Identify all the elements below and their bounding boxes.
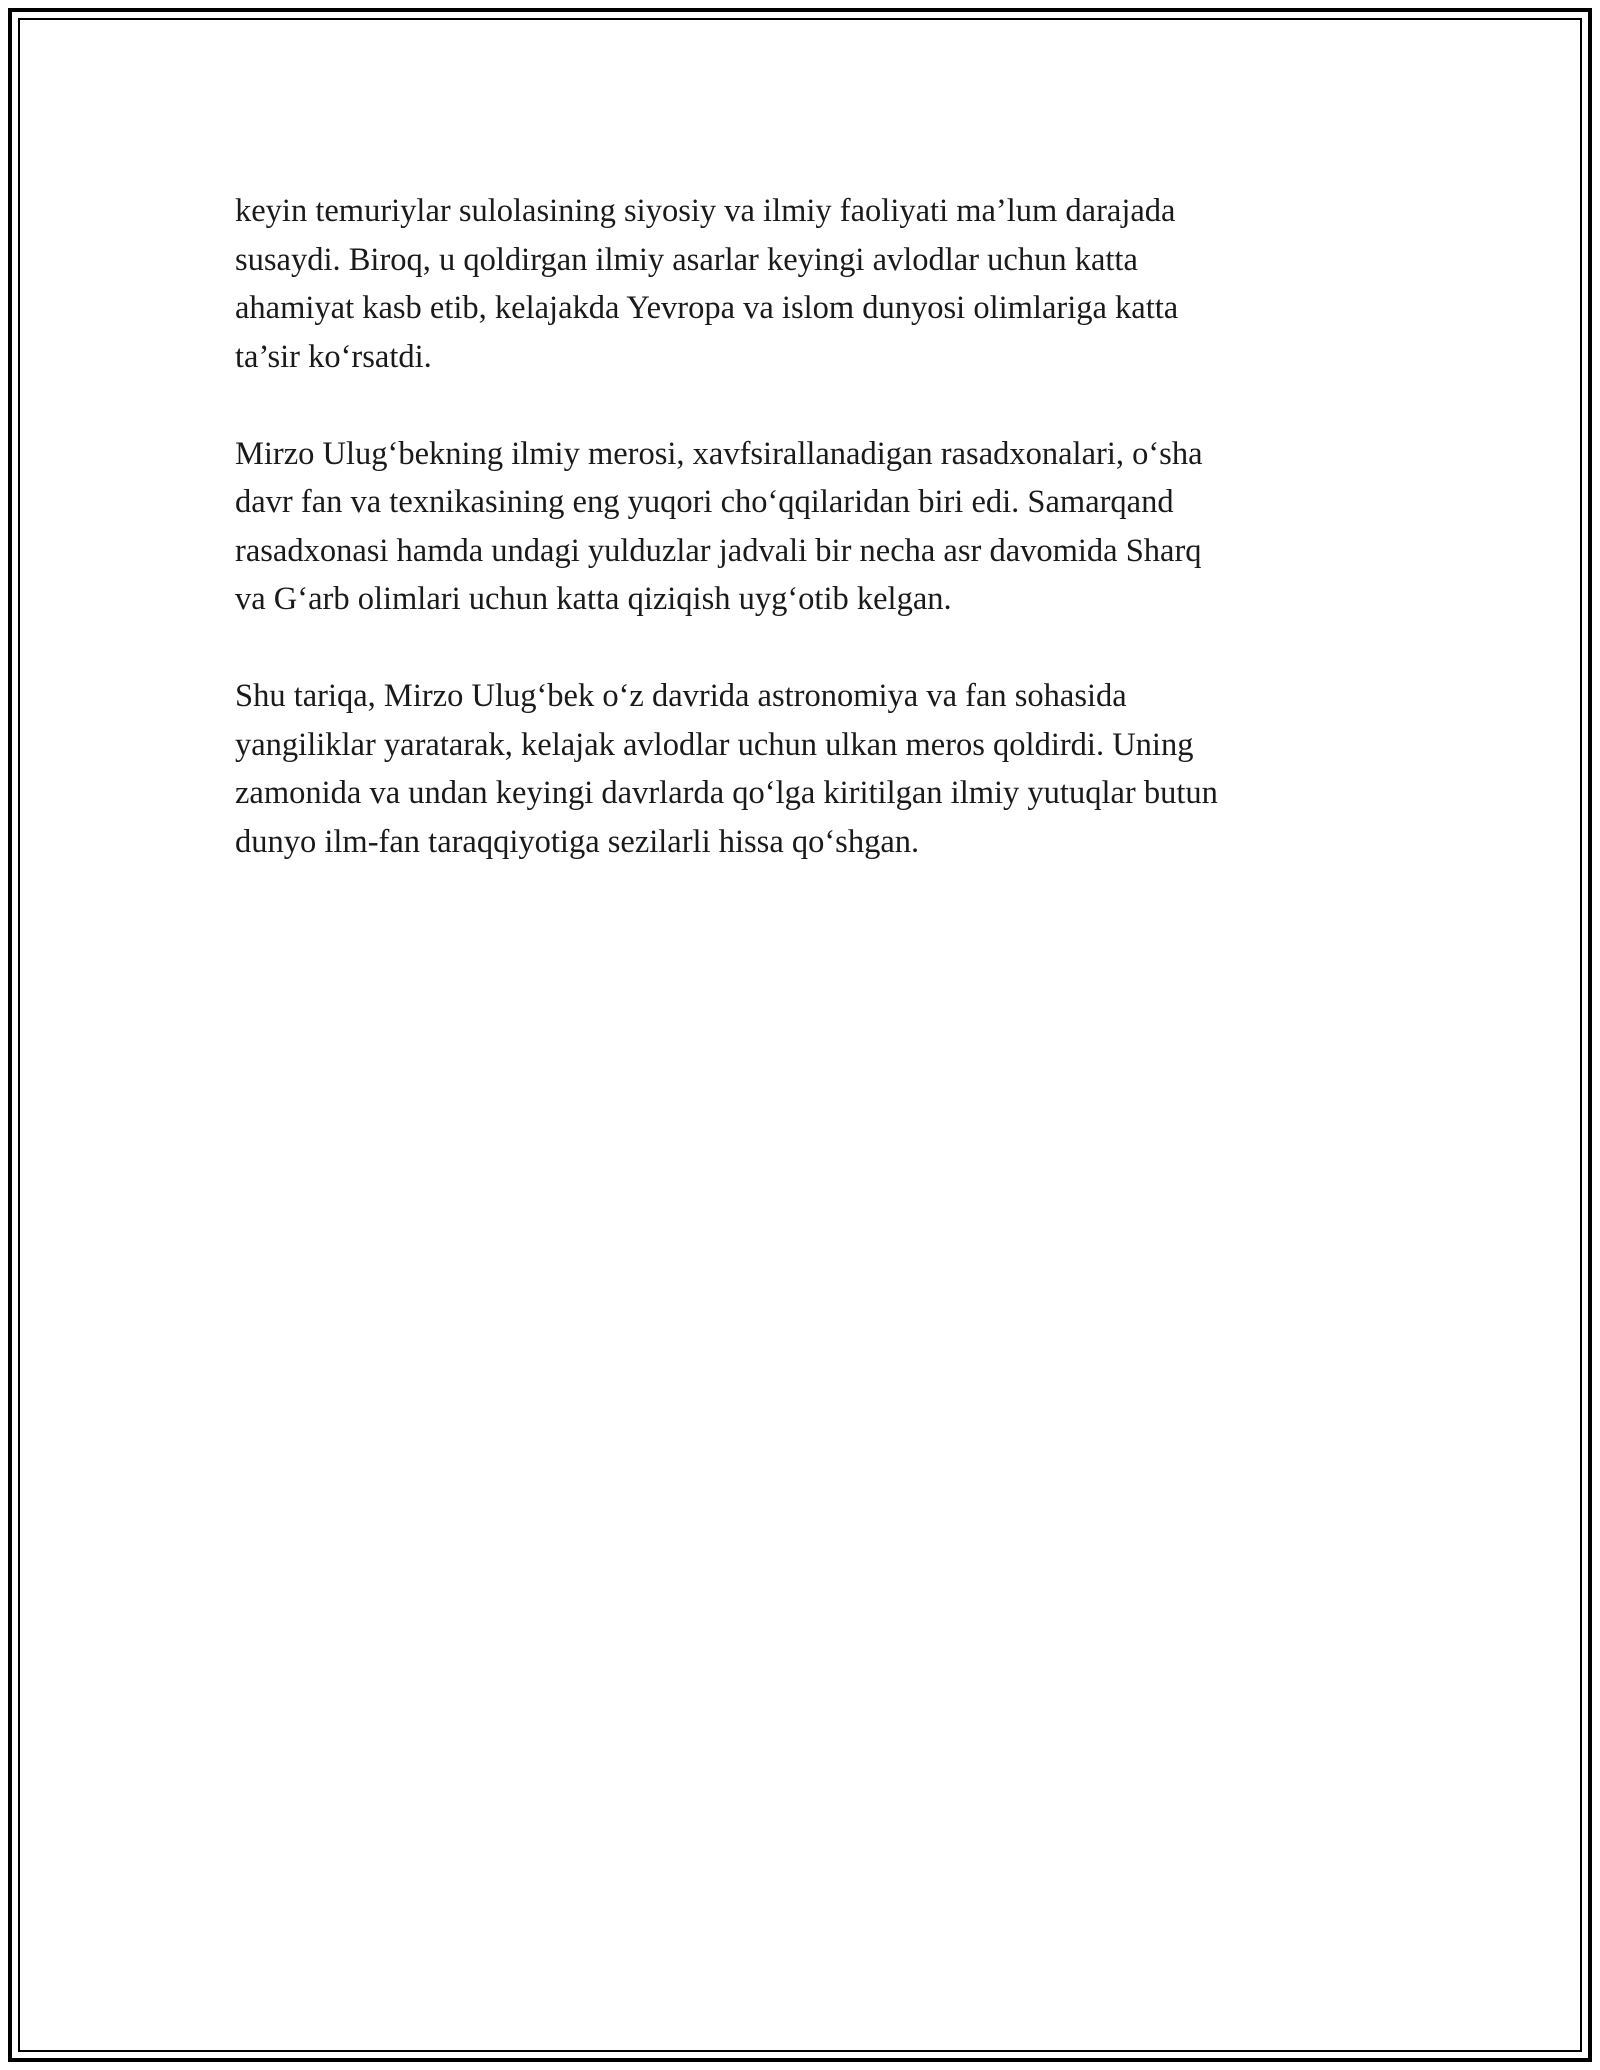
- text-line: zamonida va undan keyingi davrlarda qo‘lga kiritilgan ilmiy yutuqlar butun: [235, 775, 1218, 811]
- text-line: ta’sir ko‘rsatdi.: [235, 338, 432, 375]
- paragraph-3: [235, 672, 1375, 866]
- text-line: va G‘arb olimlari uchun katta qiziqish uyg‘otib kelgan.: [235, 581, 952, 617]
- text-line: rasadxonasi hamda undagi yulduzlar jadvali bir necha asr davomida Sharq: [235, 532, 1202, 569]
- text-line: keyin temuriylar sulolasining siyosiy va ilmiy faoliyati ma’lum darajada: [235, 193, 1176, 229]
- document-body: [235, 187, 1375, 915]
- text-line: yangiliklar yaratarak, kelajak avlodlar uchun ulkan meros qoldirdi. Uning: [235, 726, 1194, 763]
- paragraph-2: [235, 430, 1375, 624]
- paragraph-1: [235, 187, 1375, 381]
- text-line: Mirzo Ulug‘bekning ilmiy merosi, xavfsirallanadigan rasadxonalari, o‘sha: [235, 435, 1203, 472]
- text-line: davr fan va texnikasining eng yuqori cho‘qqilaridan biri edi. Samarqand: [235, 484, 1174, 520]
- text-line: susaydi. Biroq, u qoldirgan ilmiy asarlar keyingi avlodlar uchun katta: [235, 241, 1138, 278]
- text-line: dunyo ilm-fan taraqqiyotiga sezilarli hissa qo‘shgan.: [235, 823, 920, 860]
- text-line: ahamiyat kasb etib, kelajakda Yevropa va islom dunyosi olimlariga katta: [235, 290, 1179, 326]
- text-line: Shu tariqa, Mirzo Ulug‘bek o‘z davrida astronomiya va fan sohasida: [235, 678, 1127, 714]
